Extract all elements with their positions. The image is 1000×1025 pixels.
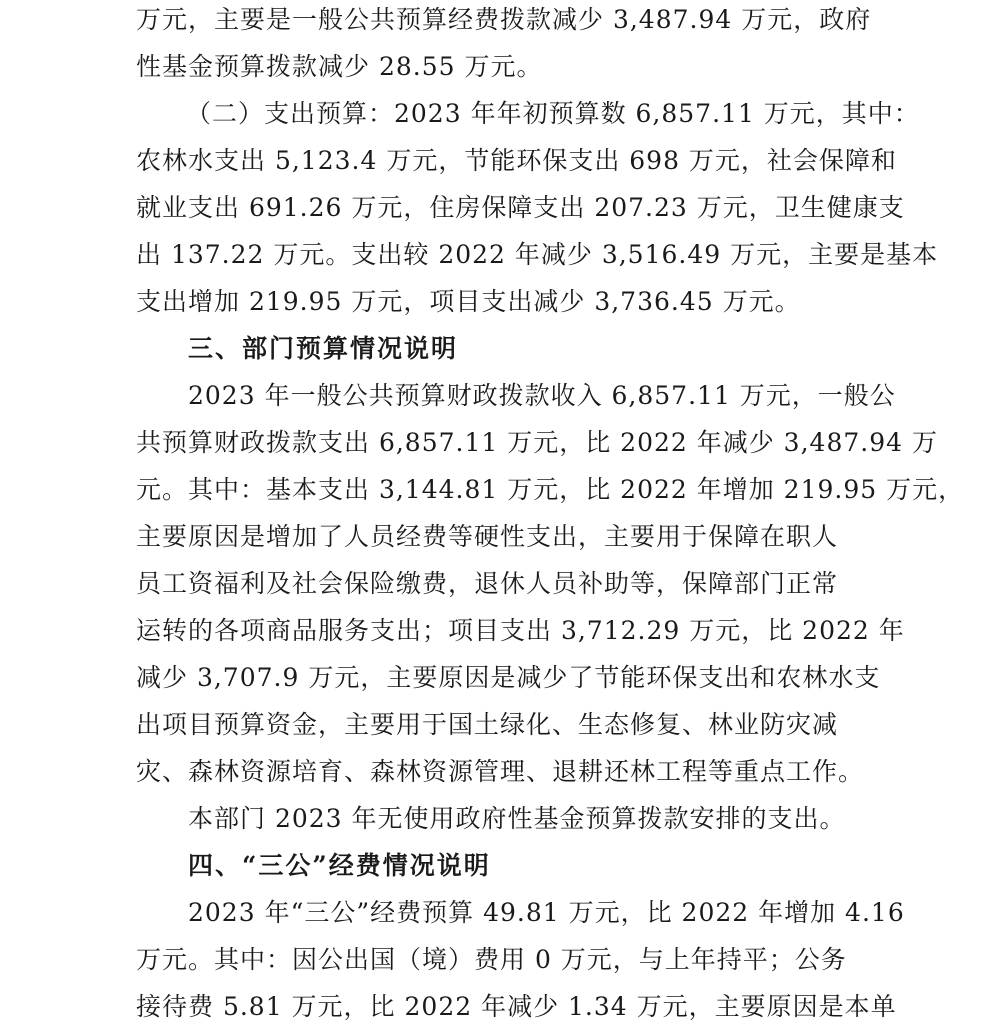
paragraph-line: 灾、森林资源培育、森林资源管理、退耕还林工程等重点工作。	[136, 757, 865, 786]
paragraph-line: 支出增加 219.95 万元，项目支出减少 3,736.45 万元。	[136, 287, 801, 316]
paragraph-line: 万元，主要是一般公共预算经费拨款减少 3,487.94 万元，政府	[136, 5, 872, 34]
paragraph-line: 本部门 2023 年无使用政府性基金预算拨款安排的支出。	[188, 804, 846, 833]
paragraph-line: 2023 年一般公共预算财政拨款收入 6,857.11 万元，一般公	[188, 381, 896, 410]
paragraph-line: 减少 3,707.9 万元，主要原因是减少了节能环保支出和农林水支	[136, 663, 881, 692]
paragraph-line: 接待费 5.81 万元，比 2022 年减少 1.34 万元，主要原因是本单	[136, 992, 897, 1021]
paragraph-line: 运转的各项商品服务支出；项目支出 3,712.29 万元，比 2022 年	[136, 616, 905, 645]
paragraph-line: 万元。其中：因公出国（境）费用 0 万元，与上年持平；公务	[136, 945, 847, 974]
section-heading-department-budget: 三、部门预算情况说明	[188, 334, 459, 363]
paragraph-line: 共预算财政拨款支出 6,857.11 万元，比 2022 年减少 3,487.94 万	[136, 428, 938, 457]
paragraph-line: 农林水支出 5,123.4 万元，节能环保支出 698 万元，社会保障和	[136, 146, 897, 175]
paragraph-line: 出项目预算资金，主要用于国土绿化、生态修复、林业防灾减	[136, 710, 839, 739]
section-heading-three-public-expenses: 四、“三公”经费情况说明	[188, 851, 491, 880]
paragraph-line: 员工资福利及社会保险缴费，退休人员补助等，保障部门正常	[136, 569, 839, 598]
paragraph-line: 2023 年“三公”经费预算 49.81 万元，比 2022 年增加 4.16	[188, 898, 905, 927]
paragraph-line: 性基金预算拨款减少 28.55 万元。	[136, 52, 543, 81]
paragraph-line: 出 137.22 万元。支出较 2022 年减少 3,516.49 万元，主要是基本	[136, 240, 939, 269]
paragraph-line: 主要原因是增加了人员经费等硬性支出，主要用于保障在职人	[136, 522, 839, 551]
paragraph-line: 就业支出 691.26 万元，住房保障支出 207.23 万元，卫生健康支	[136, 193, 905, 222]
subsection-expenditure-budget-line: （二）支出预算：2023 年年初预算数 6,857.11 万元，其中：	[186, 99, 920, 128]
paragraph-line: 元。其中：基本支出 3,144.81 万元，比 2022 年增加 219.95 万元，	[136, 475, 965, 504]
